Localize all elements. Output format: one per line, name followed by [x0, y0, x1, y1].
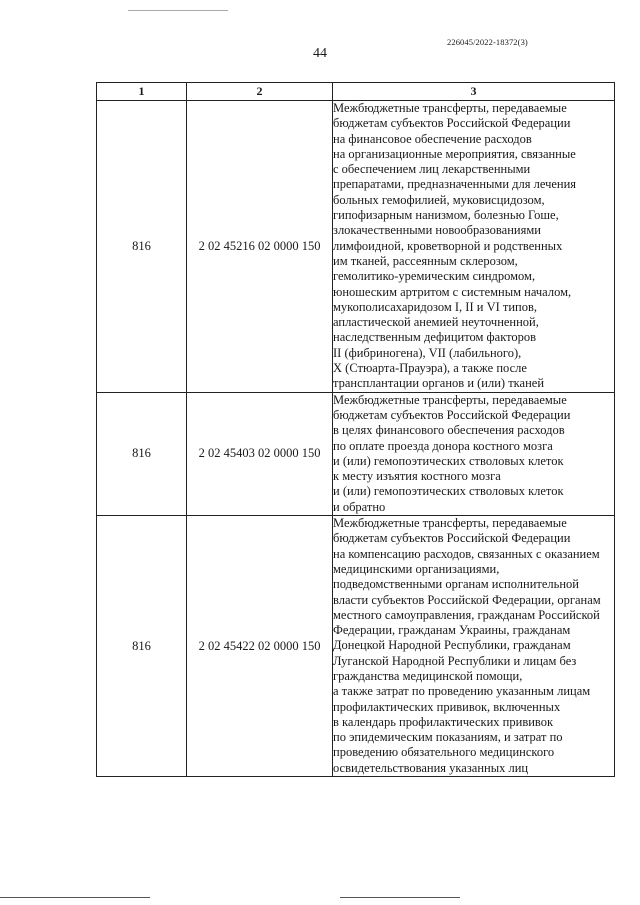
description-line: наследственным дефицитом факторов: [333, 330, 537, 345]
description-line: власти субъектов Российской Федерации, органам: [333, 592, 601, 607]
description-line: на финансовое обеспечение расходов: [333, 131, 532, 146]
description-line: медицинскими организациями,: [333, 561, 500, 576]
description-line: гражданства медицинской помощи,: [333, 668, 523, 683]
scan-artifact-top: [128, 10, 228, 11]
description-line: и обратно: [333, 499, 386, 514]
description-cell: [333, 516, 615, 777]
budget-table: [96, 82, 615, 777]
description-line: злокачественными новообразованиями: [333, 223, 541, 238]
description-line: подведомственными органам исполнительной: [333, 577, 579, 592]
description-line: препаратами, предназначенными для лечения: [333, 177, 577, 192]
description-line: мукополисахаридозом I, II и VI типов,: [333, 299, 538, 314]
description-line: и (или) гемопоэтических стволовых клеток: [333, 453, 564, 468]
column-header-2: 2: [187, 83, 333, 101]
description-line: гипофизарным нанизмом, болезнью Гоше,: [333, 208, 559, 223]
description-line: и (или) гемопоэтических стволовых клеток: [333, 484, 564, 499]
description-line: Межбюджетные трансферты, передаваемые: [333, 516, 567, 531]
table-row: [97, 101, 615, 393]
description-line: бюджетам субъектов Российской Федерации: [333, 116, 571, 131]
description-line: X (Стюарта-Прауэра), а также после: [333, 361, 527, 376]
scan-artifact-bottom-center: [340, 897, 460, 898]
description-line: к месту изъятия костного мозга: [333, 469, 501, 484]
description-line: больных гемофилией, муковисцидозом,: [333, 192, 545, 207]
table-row: [97, 516, 615, 777]
description-line: проведению обязательного медицинского: [333, 745, 555, 760]
description-line: бюджетам субъектов Российской Федерации: [333, 531, 571, 546]
description-line: в целях финансового обеспечения расходов: [333, 423, 565, 438]
description-line: Межбюджетные трансферты, передаваемые: [333, 392, 567, 407]
budget-code-cell: 2 02 45216 02 0000 150: [187, 101, 333, 393]
description-line: II (фибриногена), VII (лабильного),: [333, 345, 522, 360]
column-header-1: 1: [97, 83, 187, 101]
description-line: профилактических прививок, включенных: [333, 699, 561, 714]
description-line: Федерации, гражданам Украины, гражданам: [333, 623, 571, 638]
scan-artifact-bottom-left: [0, 897, 150, 898]
description-cell: [333, 101, 615, 393]
description-line: им тканей, рассеянным склерозом,: [333, 253, 518, 268]
description-line: бюджетам субъектов Российской Федерации: [333, 407, 571, 422]
description-line: гемолитико-уремическим синдромом,: [333, 269, 536, 284]
admin-code-cell: 816: [97, 101, 187, 393]
description-line: лимфоидной, кроветворной и родственных: [333, 238, 563, 253]
document-id: 226045/2022-18372(3): [447, 37, 528, 47]
description-line: по оплате проезда донора костного мозга: [333, 438, 553, 453]
description-line: на компенсацию расходов, связанных с оказанием: [333, 546, 600, 561]
description-cell: [333, 392, 615, 515]
description-line: Донецкой Народной Республики, гражданам: [333, 638, 571, 653]
budget-code-cell: 2 02 45422 02 0000 150: [187, 516, 333, 777]
admin-code-cell: 816: [97, 392, 187, 515]
description-line: юношеским артритом с системным началом,: [333, 284, 572, 299]
column-header-3: 3: [333, 83, 615, 101]
table-row: [97, 392, 615, 515]
description-line: Межбюджетные трансферты, передаваемые: [333, 101, 567, 115]
description-line: апластической анемией неуточненной,: [333, 315, 539, 330]
table-header-row: [97, 83, 615, 101]
description-line: освидетельствования указанных лиц: [333, 760, 529, 775]
admin-code-cell: 816: [97, 516, 187, 777]
description-line: а также затрат по проведению указанным лицам: [333, 684, 591, 699]
description-line: трансплантации органов и (или) тканей: [333, 376, 545, 391]
description-line: местного самоуправления, гражданам Российской: [333, 607, 600, 622]
budget-code-cell: 2 02 45403 02 0000 150: [187, 392, 333, 515]
description-line: Луганской Народной Республики и лицам без: [333, 653, 577, 668]
description-line: по эпидемическим показаниям, и затрат по: [333, 730, 563, 745]
description-line: с обеспечением лиц лекарственными: [333, 162, 531, 177]
description-line: в календарь профилактических прививок: [333, 714, 554, 729]
page-number: 44: [313, 46, 327, 61]
description-line: на организационные мероприятия, связанные: [333, 146, 576, 161]
